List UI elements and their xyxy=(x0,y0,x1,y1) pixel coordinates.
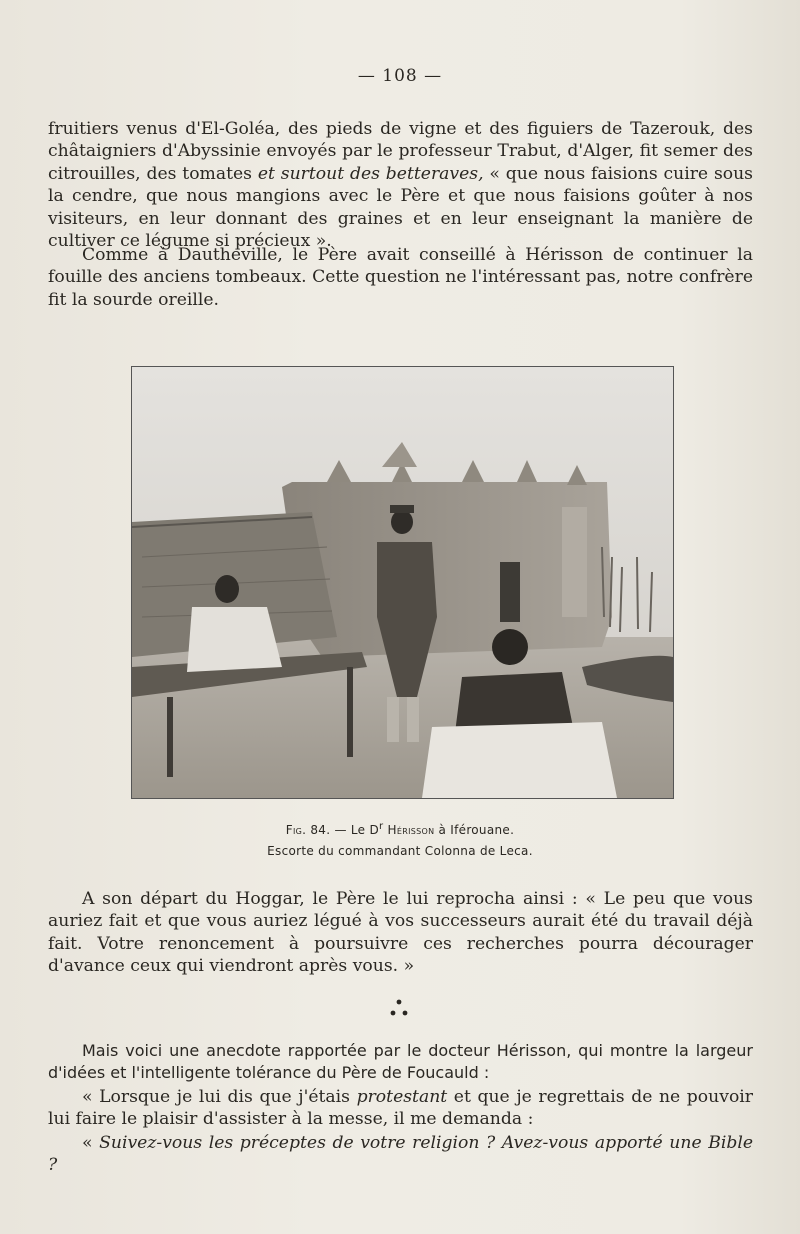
caption-text: — Le D xyxy=(330,823,380,837)
paragraph-text: « que nous faisions cuire sous la cendre, que nous mangions avec le Père et que nous faisions goûter à nos visiteurs, en leur donnant des graines et en leur enseignant la manière de cultiver ce légume si précieux ». xyxy=(48,163,753,252)
photograph xyxy=(132,367,673,798)
paragraph-question xyxy=(48,1132,753,1177)
paragraph-hoggar xyxy=(48,888,753,978)
figure-caption xyxy=(0,821,800,837)
paragraph-anecdote xyxy=(48,1040,753,1085)
figure-number: Fig. 84. xyxy=(285,823,331,837)
paragraph-text: « xyxy=(82,1133,100,1153)
ornament-asterism-icon xyxy=(387,996,411,1020)
emphasis-text: et surtout des betteraves, xyxy=(257,163,484,184)
paragraph-continued xyxy=(48,118,753,252)
paragraph-text: Mais voici une anecdote rapportée par le docteur Hérisson, qui montre la largeur d'idées et l'intelligente tolérance du Père de Foucauld : xyxy=(48,1041,753,1083)
caption-superscript: r xyxy=(379,821,384,832)
paragraph-text: fruitiers venus d'El-Goléa, des pieds de vigne et des figuiers de Tazerouk, des châtaigniers d'Abyssinie envoyés par le professeur Trabut, d'Alger, fit semer des citrouilles, des tomates xyxy=(48,119,753,184)
emphasis-text: Suivez-vous les préceptes de votre religion ? Avez-vous apporté une Bible ? xyxy=(48,1133,753,1176)
paragraph-text: « Lorsque je lui dis que j'étais xyxy=(82,1087,357,1107)
paragraph-text: et que je regrettais de ne pouvoir lui faire le plaisir d'assister à la messe, il me demanda : xyxy=(48,1087,753,1130)
photograph-figure-84 xyxy=(131,366,674,799)
caption-place: à Iférouane. xyxy=(434,823,515,837)
paragraph-text: A son départ du Hoggar, le Père le lui reprocha ainsi : « Le peu que vous auriez fait et que vous auriez légué à vos successeurs aurait été du travail déjà fait. Votre renoncement à poursuivre ces recherches pourra décourager d'avance ceux qui viendront après vous. » xyxy=(48,889,753,977)
paragraph-quote xyxy=(48,1086,753,1131)
paragraph-text: Comme à Dautheville, le Père avait conseillé à Hérisson de continuer la fouille des anciens tombeaux. Cette question ne l'intéressant pas, notre confrère fit la sourde oreille. xyxy=(48,245,753,310)
figure-caption-line-2: Escorte du commandant Colonna de Leca. xyxy=(267,844,533,858)
page-number: — 108 — xyxy=(357,66,443,86)
emphasis-text: protestant xyxy=(356,1087,448,1107)
paragraph-dautheville xyxy=(48,244,753,311)
caption-name: Hérisson xyxy=(383,823,435,837)
